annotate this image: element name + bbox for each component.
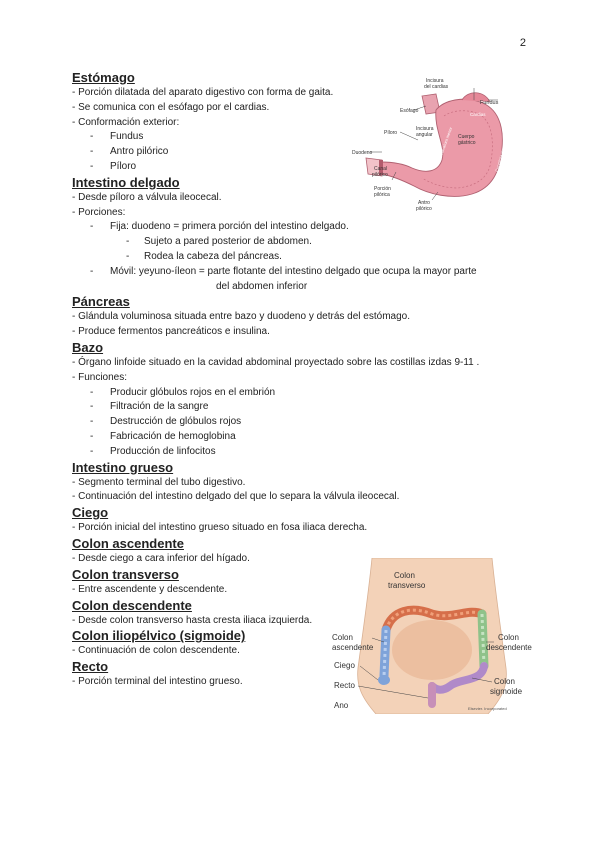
label-ano: Ano [334,701,349,710]
label-incisura-cardias-2: del cardias [424,84,449,90]
label-colon-descendente-2: descendente [486,643,532,652]
heading-colon-sigmoide: Colon iliopélvico (sigmoide) [72,628,246,644]
text-line: - Continuación de colon descendente. [72,645,240,657]
text-line: - Conformación exterior: [72,116,180,128]
heading-colon-transverso: Colon transverso [72,566,179,582]
list-item: - Fundus [90,131,144,143]
list-item: - Antro pilórico [90,146,169,158]
heading-estomago: Estómago [72,70,135,85]
label-porcion: Porción [374,186,391,192]
list-item: - Producción de linfocitos [90,445,216,457]
heading-intestino-grueso: Intestino grueso [72,459,174,475]
heading-colon-ascendente: Colon ascendente [72,535,184,551]
label-colon-ascendente-2: ascendente [332,643,374,652]
list-item: - Destrucción de glóbulos rojos [90,416,242,428]
label-colon-ascendente: Colon [332,633,353,642]
text-line: - Segmento terminal del tubo digestivo. [72,476,246,488]
list-item: - Sujeto a pared posterior de abdomen. [126,236,312,248]
label-cardias: Cardias [470,112,486,117]
label-fundus: Fundus [480,100,499,106]
label-incisura-angular: Incisura [416,126,434,132]
label-curvatura-menor: Curvatura menor [438,126,454,157]
page-number: 2 [519,37,526,49]
heading-bazo: Bazo [72,339,104,355]
label-ciego: Ciego [334,661,355,670]
text-line: - Entre ascendente y descendente. [72,583,228,595]
list-item: - Fabricación de hemoglobina [90,430,236,442]
text-line: - Funciones: [72,371,128,383]
label-colon-descendente: Colon [498,633,519,642]
list-item: - Filtración de la sangre [90,401,209,413]
heading-recto: Recto [72,659,109,675]
text-line: - Porción dilatada del aparato digestivo con forma de gaita. [72,87,334,98]
label-esofago: Esófago [400,108,419,114]
heading-ciego: Ciego [72,505,109,521]
text-line: - Continuación del intestino delgado del que lo separa la válvula ileocecal. [72,491,400,503]
label-antro: Antro [418,200,430,206]
label-piloro: Píloro [384,130,398,136]
text-line: del abdomen inferior [216,280,308,292]
label-canal: Canal [374,166,388,172]
label-duodeno: Duodeno [352,150,373,156]
stomach-illustration [352,76,532,216]
label-antro-2: pilórico [416,206,432,212]
list-item: - Móvil: yeyuno-íleon = parte flotante del intestino delgado que ocupa la mayor parte [90,265,477,277]
label-incisura-angular-2: angular [416,132,433,138]
label-colon-transverso-2: transverso [388,581,426,590]
text-line: - Órgano linfoide situado en la cavidad abdominal proyectado sobre las costillas izdas 9-11 . [72,356,480,368]
colon-illustration [332,558,532,714]
label-porcion-2: pilórica [374,192,390,198]
label-colon-transverso: Colon [394,571,415,580]
label-incisura-cardias: Incisura [426,78,444,84]
label-curvatura-mayor: Curvatura mayor [494,142,507,173]
list-item: - Producir glóbulos rojos en el embrión [90,386,276,398]
label-canal-2: pilórico [372,172,388,178]
image-credit: Elsevier. Incorporated [468,706,507,711]
label-colon-sigmoide: Colon [494,677,515,686]
list-item: - Fija: duodeno = primera porción del intestino delgado. [90,221,349,233]
label-cuerpo-2: gástrico [458,140,476,146]
text-line: - Desde ciego a cara inferior del hígado. [72,552,250,564]
list-item: - Píloro [90,160,137,172]
label-colon-sigmoide-2: sigmoide [490,687,523,696]
list-item: - Rodea la cabeza del páncreas. [126,250,282,262]
text-line: - Desde colon transverso hasta cresta iliaca izquierda. [72,614,313,626]
text-line: - Porciones: [72,206,126,218]
text-line: - Produce fermentos pancreáticos e insulina. [72,326,270,338]
label-recto: Recto [334,681,355,690]
text-line: - Se comunica con el esófago por el cardias. [72,101,270,113]
text-line: - Porción inicial del intestino grueso situado en fosa iliaca derecha. [72,522,368,534]
heading-pancreas: Páncreas [72,294,130,310]
heading-intestino-delgado: Intestino delgado [72,174,180,190]
heading-colon-descendente: Colon descendente [72,597,192,613]
text-line: - Porción terminal del intestino grueso. [72,676,243,688]
label-cuerpo: Cuerpo [458,134,475,140]
text-line: - Desde píloro a válvula ileocecal. [72,191,222,203]
text-line: - Glándula voluminosa situada entre bazo y duodeno y detrás del estómago. [72,311,410,323]
